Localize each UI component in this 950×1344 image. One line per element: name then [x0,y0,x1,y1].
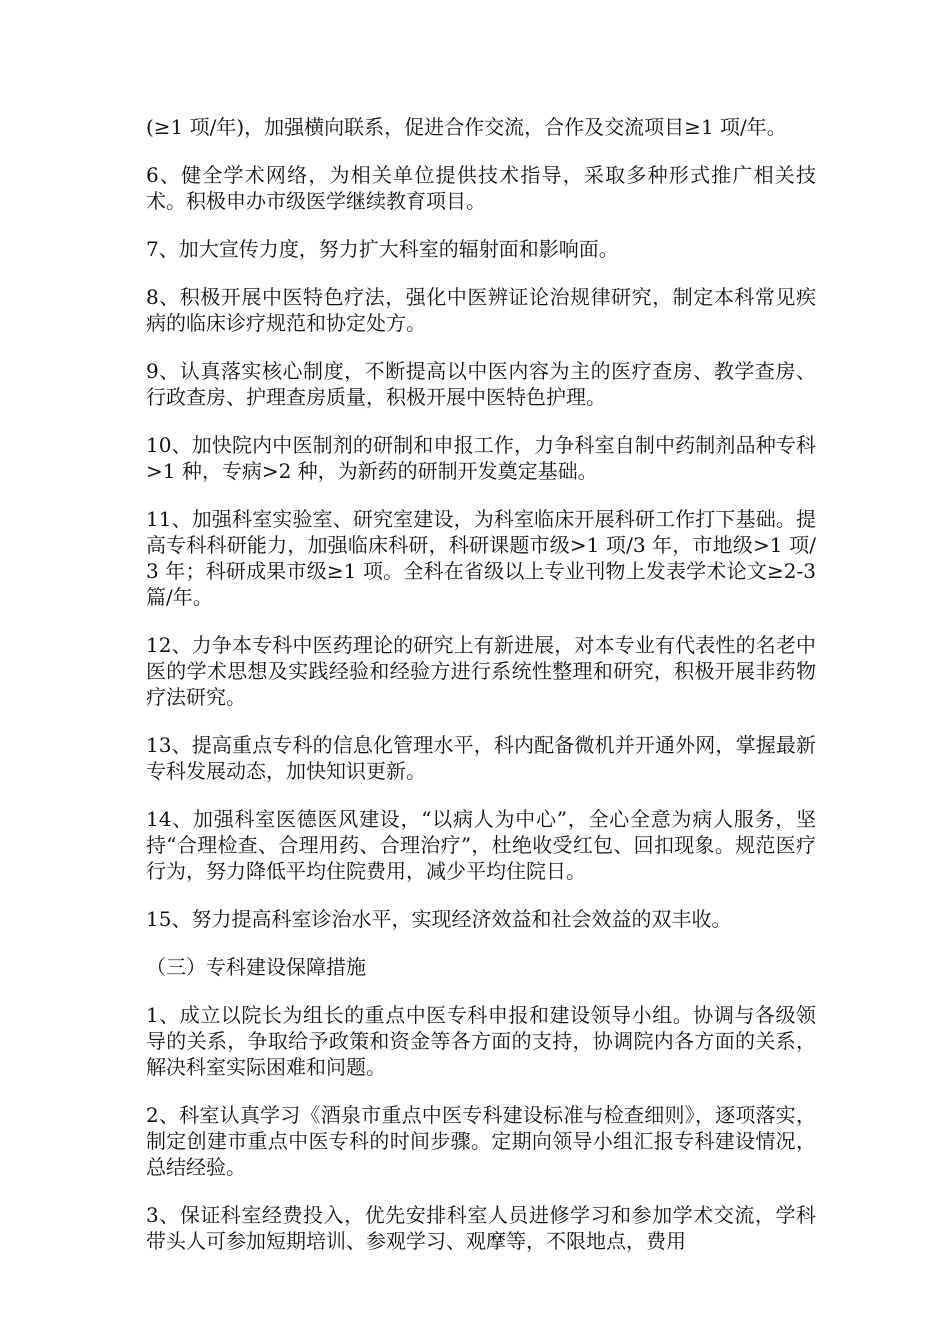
paragraph-item-15: 15、努力提高科室诊治水平，实现经济效益和社会效益的双丰收。 [146,907,732,931]
section-heading: （三）专科建设保障措施 [146,955,366,979]
paragraph-item-13: 13、提高重点专科的信息化管理水平，科内配备微机并开通外网，掌握最新专科发展动态，加快知识更新。 [146,733,816,783]
paragraph-item-cont: (≥1 项/年)，加强横向联系，促进合作交流，合作及交流项目≥1 项/年。 [146,115,787,139]
paragraph-item-12: 12、力争本专科中医药理论的研究上有新进展，对本专业有代表性的名老中医的学术思想及实践经验和经验方进行系统性整理和研究，积极开展非药物疗法研究。 [146,633,816,709]
section-paragraph-3: 3、保证科室经费投入，优先安排科室人员进修学习和参加学术交流，学科带头人可参加短期培训、参观学习、观摩等，不限地点，费用 [146,1203,816,1253]
paragraph-item-6: 6、健全学术网络，为相关单位提供技术指导，采取多种形式推广相关技术。积极申办市级医学继续教育项目。 [146,163,816,213]
paragraph-item-9: 9、认真落实核心制度，不断提高以中医内容为主的医疗查房、教学查房、行政查房、护理查房质量，积极开展中医特色护理。 [146,359,816,409]
section-paragraph-2: 2、科室认真学习《酒泉市重点中医专科建设标准与检查细则》，逐项落实，制定创建市重点中医专科的时间步骤。定期向领导小组汇报专科建设情况，总结经验。 [146,1103,816,1179]
paragraph-item-8: 8、积极开展中医特色疗法，强化中医辨证论治规律研究，制定本科常见疾病的临床诊疗规范和协定处方。 [146,285,816,335]
paragraph-item-7: 7、加大宣传力度，努力扩大科室的辐射面和影响面。 [146,237,619,261]
document-page [146,114,816,1276]
paragraph-item-10: 10、加快院内中医制剂的研制和申报工作，力争科室自制中药制剂品种专科>1 种，专病>2 种，为新药的研制开发奠定基础。 [146,433,816,483]
paragraph-item-11: 11、加强科室实验室、研究室建设，为科室临床开展科研工作打下基础。提高专科科研能力，加强临床科研，科研课题市级>1 项/3 年，市地级>1 项/3 年；科研成果市级≥1 项。全科在省级以上专业刊物上发表学术论文≥2-3 篇/年。 [146,507,816,609]
paragraph-item-14: 14、加强科室医德医风建设，“以病人为中心”，全心全意为病人服务，坚持“合理检查、合理用药、合理治疗”，杜绝收受红包、回扣现象。规范医疗行为，努力降低平均住院费用，减少平均住院日。 [146,807,816,883]
section-paragraph-1: 1、成立以院长为组长的重点中医专科申报和建设领导小组。协调与各级领导的关系，争取给予政策和资金等各方面的支持，协调院内各方面的关系，解决科室实际困难和问题。 [146,1003,816,1079]
